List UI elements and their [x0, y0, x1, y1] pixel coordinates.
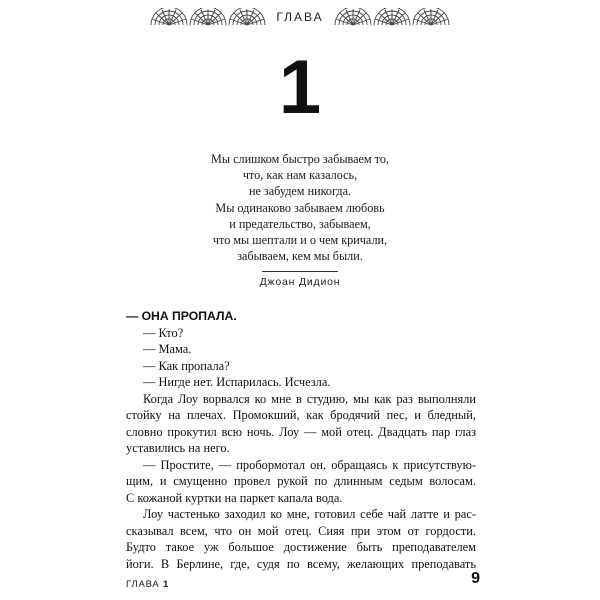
epigraph-line: и предательство, забываем,	[229, 216, 371, 231]
epigraph-line: Мы одинаково забываем любовь	[215, 200, 385, 215]
chapter-label: ГЛАВА	[276, 10, 324, 24]
epigraph	[190, 151, 410, 264]
footer-chapter-number: 1	[163, 579, 170, 590]
body-line: Лоу частенько заходил ко мне, готовил себе чай латте и рас-	[143, 507, 476, 521]
body-line: стойку на плечах. Промокший, как бродячий пес, и бледный,	[126, 408, 476, 422]
opening-line: — ОНА ПРОПАЛА.	[126, 309, 237, 323]
chapter-body	[126, 308, 476, 572]
fan-ornament-icon	[228, 8, 266, 26]
right-ornament	[334, 8, 450, 26]
fan-ornament-icon	[412, 8, 450, 26]
epigraph-line: не забудем никогда.	[248, 184, 352, 199]
epigraph-line: Мы слишком быстро забываем то,	[211, 152, 389, 166]
body-line: — Кто?	[143, 325, 184, 340]
body-line: уставились на него.	[126, 441, 230, 455]
running-footer	[126, 579, 169, 590]
epigraph-line: что, как нам казалось,	[242, 168, 358, 183]
fan-ornament-icon	[189, 8, 227, 26]
body-line: С кожаной куртки на паркет капала вода.	[126, 490, 343, 505]
chapter-number: 1	[278, 45, 322, 130]
fan-ornament-icon	[373, 8, 411, 26]
body-line: — Как пропала?	[143, 358, 230, 373]
epigraph-line: что мы шептали и о чем кричали,	[212, 233, 388, 248]
body-line: Будто такое уж большое достижение быть преподавателем	[126, 540, 476, 554]
fan-ornament-icon	[150, 8, 188, 26]
body-line: йоги. В Берлине, где, судя по всему, желающих преподавать	[126, 556, 476, 571]
fan-ornament-icon	[334, 8, 372, 26]
chapter-header	[0, 6, 600, 28]
page-number: 9	[471, 570, 480, 587]
epigraph-line: забываем, кем мы были.	[237, 249, 363, 264]
body-line: — Мама.	[143, 342, 192, 356]
body-line: — Простите, — пробормотал он, обращаясь к присутствую-	[143, 457, 476, 472]
epigraph-author: Джоан Дидион	[259, 276, 341, 288]
left-ornament	[150, 8, 266, 26]
footer-chapter-label: ГЛАВА	[126, 579, 160, 590]
epigraph-divider	[262, 271, 338, 272]
body-line: сказывал всем, что он мой отец. Сияя при этом от гордости.	[126, 523, 476, 538]
body-line: щим, и смущенно провел рукой по длинным седым волосам.	[126, 474, 476, 488]
body-line: словно прокутил всю ночь. Лоу — мой отец. Двадцать пар глаз	[126, 424, 476, 439]
body-line: — Нигде нет. Испарилась. Исчезла.	[143, 375, 331, 389]
body-line: Когда Лоу ворвался ко мне в студию, мы как раз выполняли	[143, 391, 476, 406]
